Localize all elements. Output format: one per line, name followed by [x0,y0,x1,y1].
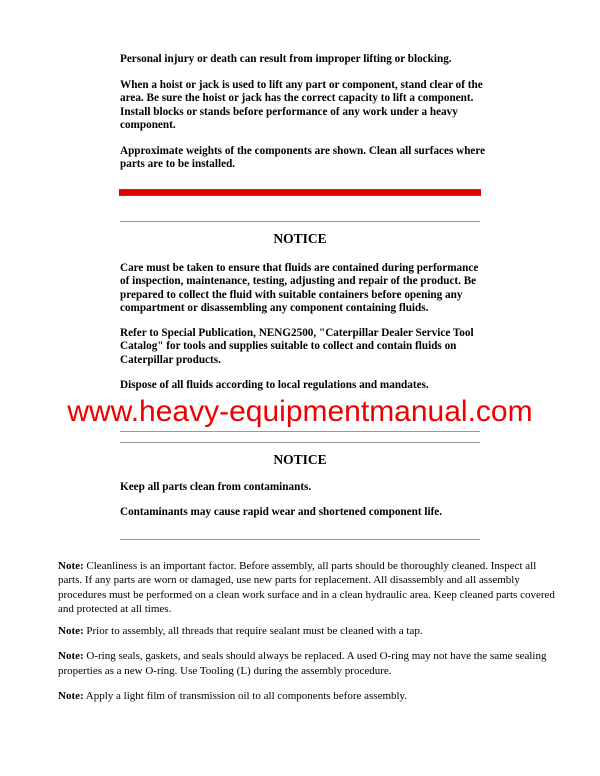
note-label: Note: [58,650,84,662]
divider [120,539,480,540]
notice-text: Refer to Special Publication, NENG2500, "Caterpillar Dealer Service Tool Catalog" for tools and supplies suitable to collect and contain fluids on Caterpillar products. [120,326,474,366]
note-text: Apply a light film of transmission oil to all components before assembly. [83,690,408,702]
notice-text: Dispose of all fluids according to local regulations and mandates. [120,379,429,391]
notice-title: NOTICE [273,230,327,246]
note-label: Note: [58,690,84,702]
warning-red-bar [119,189,481,196]
divider [120,431,480,432]
note [58,624,563,639]
note [58,689,563,704]
note-label: Note: [58,559,84,572]
watermark: www.heavy-equipmentmanual.com [67,394,533,428]
notice-text: Contaminants may cause rapid wear and shortened component life. [120,506,443,518]
warning-text: Approximate weights of the components are shown. Clean all surfaces where parts are to be installed. [120,144,486,170]
note-label: Note: [58,624,84,637]
note [58,559,563,617]
notice-text: Keep all parts clean from contaminants. [120,480,312,493]
notice-title: NOTICE [273,451,327,467]
warning-text: When a hoist or jack is used to lift any part or component, stand clear of the area. Be sure the hoist or jack has the correct capacity to lift a component. Install blocks or stands before performance of any work under a heavy component. [120,78,483,131]
warning-text: Personal injury or death can result from improper lifting or blocking. [120,53,452,65]
note-text: O-ring seals, gaskets, and seals should always be replaced. A used O-ring may not have the same sealing properties as a new O-ring. Use Tooling (L) during the assembly procedure. [58,650,547,677]
note-text: Cleanliness is an important factor. Before assembly, all parts should be thoroughly cleaned. Inspect all parts. If any parts are worn or damaged, use new parts for replacement. All disassembly and all assembly procedures must be performed on a clean work surface and in a clean hydraulic area. Keep cleaned parts covered and protected at all times. [58,559,555,615]
note-text: Prior to assembly, all threads that require sealant must be cleaned with a tap. [83,624,423,637]
notice-text: Care must be taken to ensure that fluids are contained during performance of inspection, maintenance, testing, adjusting and repair of the product. Be prepared to collect the fluid with suitable containers before opening any compartment or disassembling any component containing fluids. [120,261,479,314]
divider [120,221,480,222]
note [58,649,563,678]
divider [120,442,480,443]
